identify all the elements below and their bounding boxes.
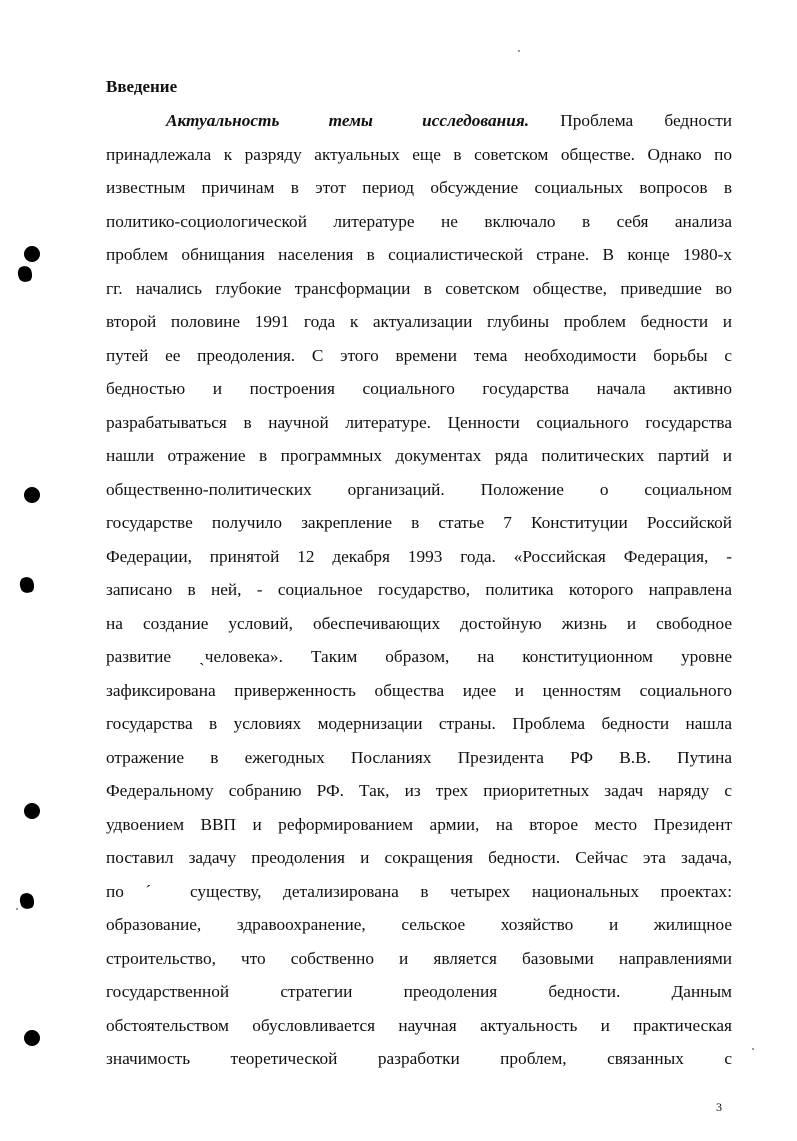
text-line: поставил задачу преодоления и сокращения бедности. Сейчас эта задача,: [106, 848, 732, 867]
text-line-1: [106, 104, 732, 138]
text-line: государства в условиях модернизации страны. Проблема бедности нашла: [106, 714, 732, 733]
text-line: государстве получило закрепление в статье 7 Конституции Российской: [106, 513, 732, 532]
text-line: на создание условий, обеспечивающих достойную жизнь и свободное: [106, 613, 732, 633]
lead-phrase: Актуальность темы исследования.: [166, 111, 530, 130]
page-number: 3: [716, 1100, 722, 1114]
text-line: Федеральному собранию РФ. Так, из трех приоритетных задач наряду с: [106, 781, 732, 800]
punch-hole-mark: [24, 803, 40, 819]
text-line-1-rest: Проблема бедности: [529, 111, 732, 130]
text-line: значимость теоретической разработки проблем, связанных с: [106, 1049, 732, 1068]
ink-blot-mark: [16, 264, 34, 284]
ink-blot-mark: [18, 575, 36, 595]
text-line: проблем обнищания населения в социалистической стране. В конце 1980-х: [106, 245, 732, 264]
text-line: зафиксирована приверженность общества идее и ценностям социального: [106, 680, 732, 700]
scan-speck: [16, 908, 18, 910]
text-line: общественно-политических организаций. Положение о социальном: [106, 479, 732, 499]
text-line: по ˊ существу, детализирована в четырех национальных проектах:: [106, 881, 732, 901]
text-line: развитие ˏчеловека». Таким образом, на конституционном уровне: [106, 647, 732, 666]
text-line: бедностью и построения социального государства начала активно: [106, 379, 732, 398]
punch-hole-mark: [24, 246, 40, 262]
text-line: второй половине 1991 года к актуализации глубины проблем бедности и: [106, 312, 732, 331]
text-line: строительство, что собственно и является базовыми направлениями: [106, 948, 732, 968]
text-line: обстоятельством обусловливается научная актуальность и практическая: [106, 1015, 732, 1035]
text-line: принадлежала к разряду актуальных еще в советском обществе. Однако по: [106, 144, 732, 164]
punch-hole-mark: [24, 487, 40, 503]
text-line: гг. начались глубокие трансформации в советском обществе, приведшие во: [106, 278, 732, 298]
text-line: разрабатываться в научной литературе. Ценности социального государства: [106, 412, 732, 432]
punch-hole-mark: [24, 1030, 40, 1046]
body-text: [106, 104, 732, 1076]
text-line: путей ее преодоления. С этого времени тема необходимости борьбы с: [106, 345, 732, 365]
section-heading: Введение: [106, 77, 178, 96]
text-line: государственной стратегии преодоления бедности. Данным: [106, 982, 732, 1001]
text-line: образование, здравоохранение, сельское хозяйство и жилищное: [106, 915, 732, 934]
text-line: политико-социологической литературе не включало в себя анализа: [106, 211, 732, 231]
text-line: удвоением ВВП и реформированием армии, на второе место Президент: [106, 814, 732, 834]
scan-speck: [752, 1048, 754, 1050]
scan-speck: [518, 50, 520, 52]
text-line: записано в ней, - социальное государство, политика которого направлена: [106, 580, 732, 599]
ink-blot-mark: [18, 891, 36, 911]
text-line: Федерации, принятой 12 декабря 1993 года. «Российская Федерация, -: [106, 546, 732, 566]
text-line: нашли отражение в программных документах ряда политических партий и: [106, 446, 732, 465]
text-line: известным причинам в этот период обсуждение социальных вопросов в: [106, 178, 732, 197]
text-line: отражение в ежегодных Посланиях Президента РФ В.В. Путина: [106, 747, 732, 767]
